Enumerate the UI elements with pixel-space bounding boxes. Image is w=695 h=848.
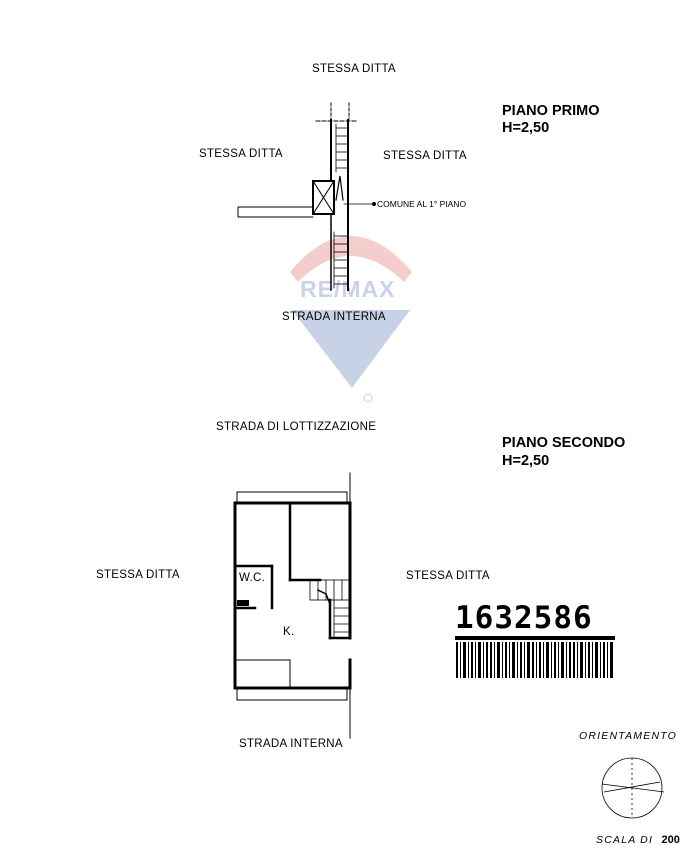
orientation-label: ORIENTAMENTO: [579, 730, 678, 742]
floor1-label-bottom: STRADA INTERNA: [282, 311, 386, 323]
floor1-label-top: STESSA DITTA: [312, 63, 396, 75]
compass-icon: [602, 758, 664, 818]
barcode-number: 1632586: [455, 600, 593, 636]
floor1-stair-upper: [336, 124, 348, 172]
floor2-title: PIANO SECONDO: [502, 435, 626, 451]
scale-indicator: [596, 830, 680, 848]
floor1-plan: [238, 103, 376, 290]
floor1-height: H=2,50: [502, 120, 550, 136]
floor2-plan: [235, 473, 350, 738]
floor2-height: H=2,50: [502, 453, 550, 469]
floor1-stair-lower: [334, 232, 348, 288]
floor2-label-top: STRADA DI LOTTIZZAZIONE: [216, 421, 377, 433]
scale-label: SCALA DI: [596, 834, 654, 846]
floor1-label-right: STESSA DITTA: [383, 150, 467, 162]
barcode-bars: [455, 636, 615, 678]
scale-value: 200: [661, 834, 680, 846]
watermark-text: RE/MAX: [300, 276, 396, 302]
room-k-label: K.: [283, 626, 295, 638]
room-wc-label: W.C.: [239, 572, 266, 584]
floor1-label-left: STESSA DITTA: [199, 148, 283, 160]
floor2-label-bottom: STRADA INTERNA: [239, 738, 343, 750]
floor2-label-left: STESSA DITTA: [96, 569, 180, 581]
floor2-label-right: STESSA DITTA: [406, 570, 490, 582]
floor1-title: PIANO PRIMO: [502, 103, 600, 119]
floor1-label-common: COMUNE AL 1° PIANO: [377, 199, 467, 209]
